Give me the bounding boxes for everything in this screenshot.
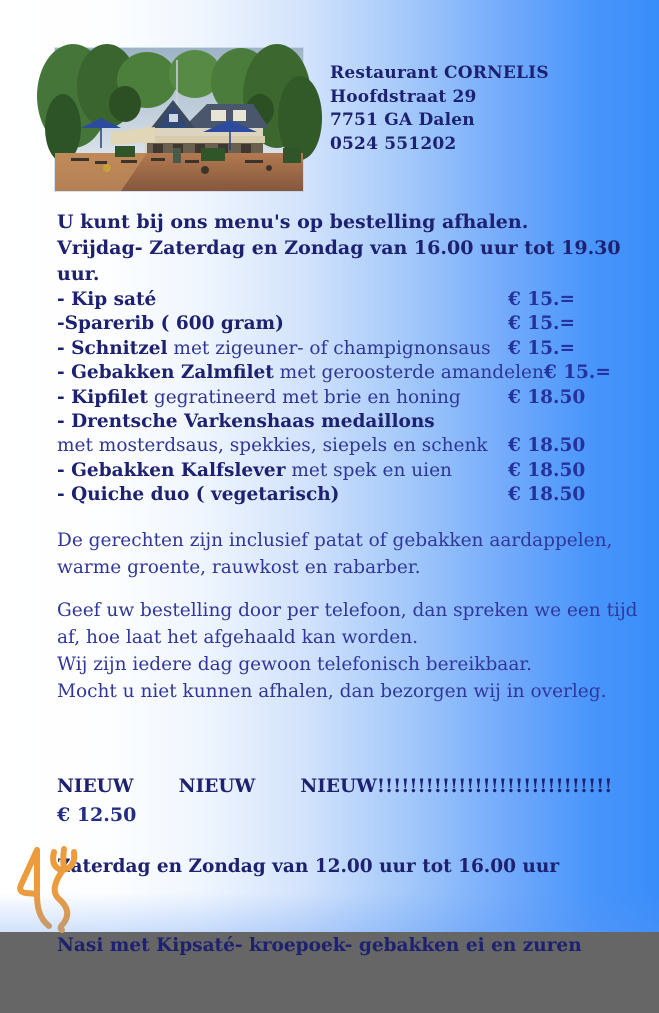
menu-row — [57, 459, 602, 483]
dish-price: € 15.= — [508, 337, 575, 359]
dish-desc: met spek en uien — [285, 459, 452, 481]
intro-line-1: U kunt bij ons menu's op bestelling afhalen. — [57, 211, 529, 233]
menu-row — [57, 288, 602, 312]
glass-and-fork-icon — [8, 843, 92, 932]
menu-row — [57, 410, 602, 434]
restaurant-photo — [55, 48, 303, 191]
menu-row — [57, 434, 602, 458]
included-note — [57, 527, 612, 581]
intro-line-2: Vrijdag- Zaterdag en Zondag van 16.00 uur tot 19.30 uur. — [57, 237, 621, 285]
menu-row — [57, 337, 602, 361]
dish-desc: met geroosterde amandelen — [273, 362, 544, 384]
dish-name: - Gebakken Zalmfilet — [57, 362, 274, 384]
restaurant-address-block — [330, 62, 549, 156]
dish-name: - Gebakken Kalfslever — [57, 459, 286, 481]
nieuw-headline: NIEUW NIEUW NIEUW!!!!!!!!!!!!!!!!!!!!!!!!!!!!! — [57, 776, 613, 797]
dish-name: - Quiche duo ( vegetarisch) — [57, 484, 340, 506]
dish-price: € 18.50 — [508, 459, 586, 481]
included-line-1: De gerechten zijn inclusief patat of gebakken aardappelen, — [57, 530, 613, 551]
street: Hoofdstraat 29 — [330, 86, 477, 107]
ordering-line-1: Geef uw bestelling door per telefoon, dan spreken we een tijd — [57, 600, 638, 621]
ordering-line-2: af, hoe laat het afgehaald kan worden. — [57, 627, 419, 648]
intro-block — [57, 209, 659, 287]
menu-list — [57, 288, 611, 508]
dish-name: - Schnitzel — [57, 337, 168, 359]
ordering-line-4: Mocht u niet kunnen afhalen, dan bezorgen wij in overleg. — [57, 681, 607, 702]
dish-desc: met zigeuner- of champignonsaus — [167, 337, 491, 359]
included-line-2: warme groente, rauwkost en rabarber. — [57, 557, 421, 578]
menu-row — [57, 361, 611, 385]
dish-price: € 18.50 — [508, 386, 586, 408]
menu-row — [57, 483, 602, 507]
dish-desc: met mosterdsaus, spekkies, siepels en schenk — [57, 435, 488, 457]
dish-name: -Sparerib ( 600 gram) — [57, 313, 284, 335]
dish-price — [508, 410, 602, 434]
dish-name: - Drentsche Varkenshaas medaillons — [57, 410, 435, 432]
dish-name: - Kipfilet — [57, 386, 148, 408]
dish-price: € 18.50 — [508, 435, 586, 457]
menu-row — [57, 386, 602, 410]
nieuw-announcement — [57, 721, 612, 1013]
dish-price: € 18.50 — [508, 484, 586, 506]
menu-row — [57, 312, 602, 336]
city: 7751 GA Dalen — [330, 110, 475, 130]
nieuw-times: Zaterdag en Zondag van 12.00 uur tot 16.00 uur — [57, 855, 560, 877]
phone-number: 0524 551202 — [330, 133, 457, 154]
nieuw-dish: Nasi met Kipsaté- kroepoek- gebakken ei en zuren — [57, 935, 582, 956]
dish-name: - Kip saté — [57, 289, 157, 310]
restaurant-name: Restaurant CORNELIS — [330, 63, 549, 83]
ordering-info — [57, 597, 638, 705]
dish-price: € 15.= — [508, 313, 575, 335]
restaurant-photo-art — [55, 48, 303, 191]
ordering-line-3: Wij zijn iedere dag gewoon telefonisch bereikbaar. — [57, 654, 533, 675]
dish-price: € 15.= — [543, 362, 611, 384]
nieuw-price: € 12.50 — [57, 804, 137, 826]
dish-desc: gegratineerd met brie en honing — [147, 386, 461, 408]
dish-price: € 15.= — [508, 289, 575, 310]
